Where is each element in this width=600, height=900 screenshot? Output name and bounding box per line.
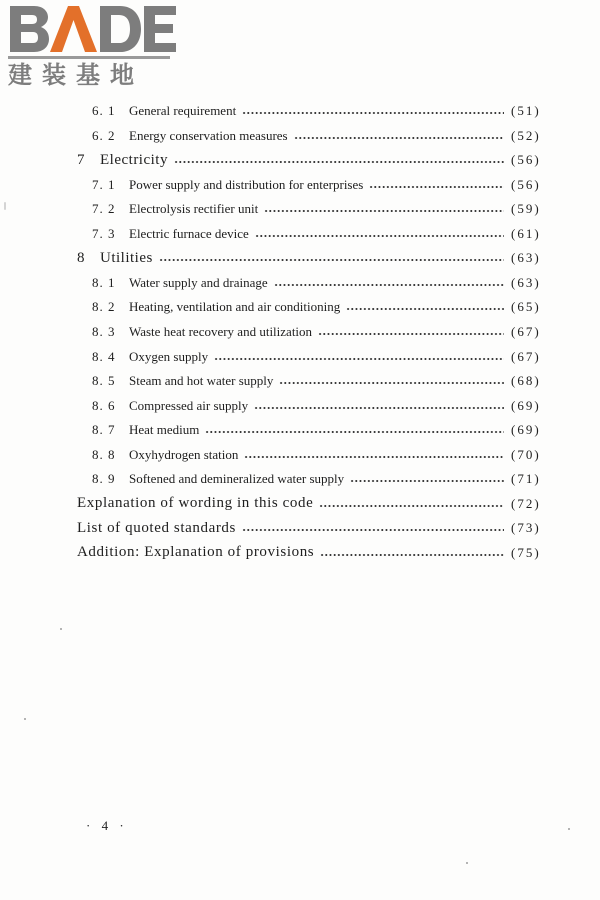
toc-entry-page: (67) [511,348,541,364]
toc-entry-number: 8. 6 [92,397,116,413]
toc-entry-title: Softened and demineralized water supply [129,471,350,487]
toc-entry [0,492,600,516]
toc-entry-number: 8. 9 [92,471,116,487]
toc-entry [0,295,600,319]
toc-entry-page: (56) [511,176,541,192]
toc-entry [0,345,600,369]
toc-entry-title: General requirement [129,103,242,119]
toc-entry-page: (59) [511,201,541,217]
toc-entry [0,148,600,172]
bade-logo [8,4,178,90]
toc-dot-leader [242,529,504,531]
toc-entry-title: Oxyhydrogen station [129,447,244,463]
toc-entry [0,197,600,221]
toc-entry-number: 7. 2 [92,201,116,217]
toc-entry-number: 8. 2 [92,299,116,315]
toc-dot-leader [346,308,504,310]
toc-entry [0,271,600,295]
logo-subtitle: 建装基地 [8,61,144,89]
toc-entry-page: (71) [511,471,541,487]
toc-entry-page: (63) [511,250,541,266]
toc-entry-title: List of quoted standards [77,520,242,537]
toc-entry-title: Heating, ventilation and air conditioning [129,299,346,315]
toc-entry-number: 8 [77,249,85,266]
toc-entry-number: 6. 1 [92,103,116,118]
toc-dot-leader [244,456,504,458]
toc-entry-title: Water supply and drainage [129,275,274,291]
toc-entry-page: (56) [511,152,541,168]
toc-entry-number: 8. 5 [92,373,116,389]
toc-dot-leader [294,137,504,139]
toc-entry-title: Addition: Explanation of provisions [77,544,320,561]
toc-entry-page: (61) [511,225,541,241]
toc-entry-title: Utilities [100,250,159,267]
scan-speck [60,628,62,630]
toc-dot-leader [242,112,504,114]
toc-entry [0,443,600,467]
toc-entry [0,516,600,540]
toc-entry [0,467,600,491]
scan-speck [568,828,570,830]
toc-dot-leader [369,186,504,188]
toc-entry-title: Explanation of wording in this code [77,495,319,512]
toc-entry-number: 7. 1 [92,176,116,192]
toc-entry-title: Compressed air supply [129,398,254,414]
toc-entry-page: (69) [511,397,541,413]
bade-wordmark [8,4,178,54]
toc-entry-title: Heat medium [129,422,205,438]
toc-dot-leader [254,407,504,409]
toc-entry-page: (69) [511,422,541,438]
toc-entry-title: Electricity [100,152,174,169]
toc-dot-leader [159,259,504,261]
logo-underline [8,56,170,59]
toc-entry-page: (63) [511,274,541,290]
scan-speck [4,202,6,210]
toc-entry-number: 7 [77,151,85,168]
toc-entry-title: Waste heat recovery and utilization [129,324,318,340]
toc-entry-number: 8. 1 [92,274,116,290]
toc-entry-title: Electric furnace device [129,226,255,242]
toc-entry-title: Energy conservation measures [129,128,294,144]
toc-entry-page: (73) [511,520,541,536]
toc-entry-page: (52) [511,127,541,143]
toc-entry-number: 6. 2 [92,127,116,143]
toc-entry [0,124,600,148]
toc-dot-leader [320,554,504,556]
toc-entry [0,369,600,393]
toc-dot-leader [319,505,504,507]
toc-entry-page: (67) [511,323,541,339]
toc-dot-leader [264,210,504,212]
toc-entry [0,222,600,246]
toc-entry-number: 8. 4 [92,348,116,364]
toc-entry-number: 8. 7 [92,422,116,438]
toc-entry-title: Oxygen supply [129,349,214,365]
page-number: · 4 · [86,818,128,833]
toc-dot-leader [279,382,504,384]
toc-entry-page: (68) [511,373,541,389]
toc-entry-page: (65) [511,299,541,315]
toc-dot-leader [174,161,504,163]
toc-entry [0,418,600,442]
scan-speck [466,862,468,864]
toc-dot-leader [255,235,504,237]
toc-dot-leader [350,480,504,482]
toc-entry-title: Steam and hot water supply [129,373,279,389]
toc-entry [0,394,600,418]
toc-entry-number: 8. 3 [92,323,116,339]
scan-speck [24,718,26,720]
toc-entry [0,320,600,344]
toc-entry-page: (70) [511,446,541,462]
toc-entry-page: (72) [511,495,541,511]
toc-entry-page: (51) [511,103,541,118]
toc-dot-leader [205,431,504,433]
toc-entry-title: Electrolysis rectifier unit [129,201,264,217]
toc-entry [0,246,600,270]
toc-entry-number: 8. 8 [92,446,116,462]
toc-dot-leader [318,333,504,335]
toc-entry-title: Power supply and distribution for enterprises [129,177,369,193]
toc-entry [0,99,600,123]
toc-dot-leader [214,358,504,360]
toc-entry-page: (75) [511,544,541,560]
toc-entry-number: 7. 3 [92,225,116,241]
bade-logo-icon [8,4,178,54]
toc-entry [0,173,600,197]
toc-entry [0,541,600,565]
toc-dot-leader [274,284,504,286]
